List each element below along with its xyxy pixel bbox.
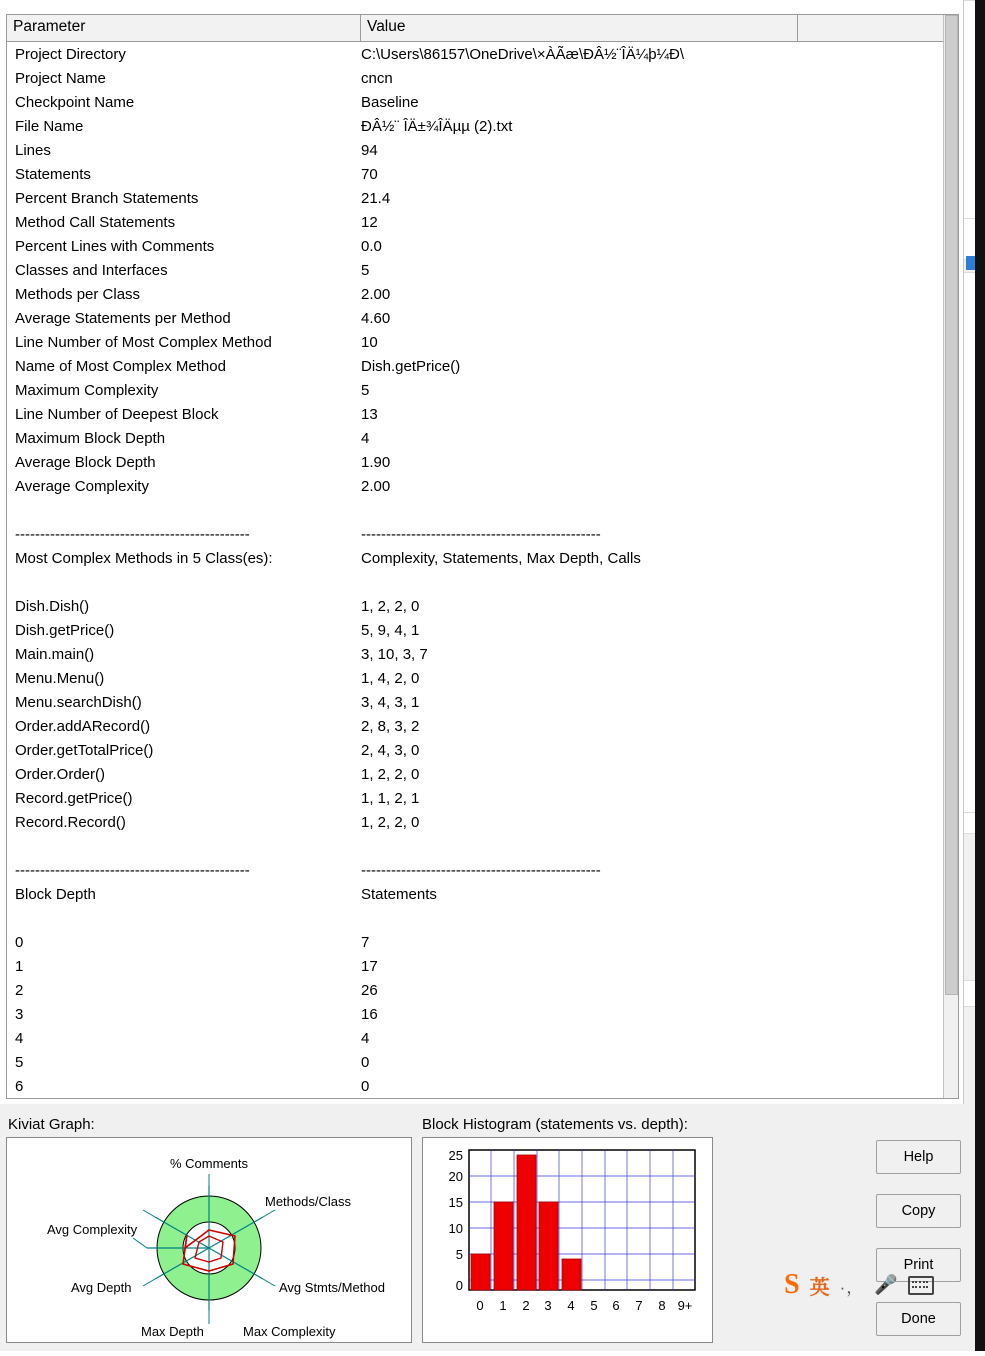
- column-header-value[interactable]: Value: [361, 15, 798, 41]
- cell-parameter: Order.getTotalPrice(): [15, 742, 154, 759]
- table-row[interactable]: [7, 835, 943, 859]
- cell-value: Baseline: [361, 94, 419, 111]
- kiviat-label-methods-class: Methods/Class: [265, 1194, 351, 1209]
- table-row[interactable]: [7, 331, 943, 355]
- block-histogram: [422, 1137, 713, 1343]
- cell-parameter: Maximum Complexity: [15, 382, 159, 399]
- cell-parameter: [7, 499, 361, 523]
- cell-parameter: Dish.Dish(): [15, 598, 90, 615]
- sogou-logo-icon: S: [784, 1269, 800, 1300]
- table-row[interactable]: [7, 1003, 943, 1027]
- table-row[interactable]: [7, 811, 943, 835]
- table-row[interactable]: [7, 211, 943, 235]
- cell-value: 17: [361, 958, 378, 975]
- hist-xtick-5: 5: [590, 1298, 598, 1313]
- table-row[interactable]: [7, 883, 943, 907]
- keyboard-icon[interactable]: [908, 1276, 934, 1295]
- copy-button[interactable]: Copy: [876, 1194, 961, 1228]
- cell-parameter: Checkpoint Name: [15, 94, 135, 111]
- cell-value: 0.0: [361, 238, 382, 255]
- cell-parameter: Average Block Depth: [15, 454, 156, 471]
- cell-value: [361, 835, 936, 859]
- table-row[interactable]: [7, 547, 943, 571]
- table-row[interactable]: [7, 1075, 943, 1099]
- cell-value: 2.00: [361, 478, 391, 495]
- table-row[interactable]: [7, 187, 943, 211]
- hist-ytick-5: 5: [455, 1247, 463, 1262]
- cell-value: 10: [361, 334, 378, 351]
- table-row[interactable]: [7, 427, 943, 451]
- table-row[interactable]: [7, 691, 943, 715]
- hist-xtick-9plus: 9+: [677, 1298, 693, 1313]
- table-row[interactable]: [7, 859, 943, 883]
- cell-parameter: Block Depth: [15, 886, 96, 903]
- cell-parameter: Classes and Interfaces: [15, 262, 168, 279]
- cell-value: 2.00: [361, 286, 391, 303]
- table-row[interactable]: [7, 715, 943, 739]
- ime-punctuation-icon[interactable]: ·，: [839, 1277, 865, 1297]
- hist-ytick-10: 10: [448, 1221, 463, 1236]
- cell-value: 5, 9, 4, 1: [361, 622, 420, 639]
- cell-parameter: Percent Lines with Comments: [15, 238, 215, 255]
- cell-parameter: 1: [15, 958, 24, 975]
- hist-xtick-7: 7: [635, 1298, 643, 1313]
- kiviat-label-max-depth: Max Depth: [141, 1324, 204, 1339]
- cell-value: 16: [361, 1006, 378, 1023]
- cell-value: 1, 2, 2, 0: [361, 814, 420, 831]
- hist-xtick-4: 4: [567, 1298, 575, 1313]
- table-row[interactable]: [7, 235, 943, 259]
- cell-value: 1, 2, 2, 0: [361, 766, 420, 783]
- cell-parameter: [7, 835, 361, 859]
- cell-value: Statements: [361, 886, 437, 903]
- hist-xtick-2: 2: [522, 1298, 530, 1313]
- table-row[interactable]: [7, 907, 943, 931]
- hist-xtick-8: 8: [658, 1298, 666, 1313]
- kiviat-label-comments: % Comments: [169, 1156, 249, 1171]
- cell-value: 0: [361, 1054, 370, 1071]
- cell-value: ------------------------------------------------: [361, 526, 601, 543]
- cell-value: 1, 2, 2, 0: [361, 598, 420, 615]
- cell-value: cncn: [361, 70, 393, 87]
- hist-ytick-0: 0: [455, 1278, 463, 1293]
- cell-value: ÐÂ½¨ ÎÄ±¾ÎÄµµ (2).txt: [361, 118, 513, 135]
- cell-parameter: -----------------------------------------------: [15, 526, 250, 543]
- hist-xtick-6: 6: [612, 1298, 620, 1313]
- kiviat-label-avg-depth: Avg Depth: [71, 1280, 132, 1295]
- cell-parameter: Methods per Class: [15, 286, 141, 303]
- cell-parameter: Record.getPrice(): [15, 790, 133, 807]
- cell-value: 0: [361, 1078, 370, 1095]
- histogram-svg: [423, 1138, 712, 1342]
- cell-parameter: Lines: [15, 142, 51, 159]
- table-row[interactable]: [7, 355, 943, 379]
- table-row[interactable]: [7, 619, 943, 643]
- cell-parameter: 4: [15, 1030, 24, 1047]
- cell-parameter: Most Complex Methods in 5 Class(es):: [15, 550, 273, 567]
- cell-value: 12: [361, 214, 378, 231]
- cell-value: 2, 8, 3, 2: [361, 718, 420, 735]
- kiviat-graph-label: Kiviat Graph:: [8, 1116, 95, 1133]
- table-row[interactable]: [7, 667, 943, 691]
- cell-value: 21.4: [361, 190, 391, 207]
- cell-parameter: Line Number of Deepest Block: [15, 406, 219, 423]
- hist-xtick-1: 1: [499, 1298, 507, 1313]
- cell-value: 4: [361, 430, 370, 447]
- table-row[interactable]: [7, 403, 943, 427]
- print-button[interactable]: Print: [876, 1248, 961, 1282]
- table-row[interactable]: [7, 643, 943, 667]
- cell-parameter: Project Name: [15, 70, 106, 87]
- cell-value: 4.60: [361, 310, 391, 327]
- cell-value: ------------------------------------------------: [361, 862, 601, 879]
- cell-parameter: Dish.getPrice(): [15, 622, 115, 639]
- column-header-parameter[interactable]: Parameter: [7, 15, 361, 41]
- cell-value: 5: [361, 382, 370, 399]
- table-row[interactable]: [7, 67, 943, 91]
- cell-value: 70: [361, 166, 378, 183]
- cell-parameter: Line Number of Most Complex Method: [15, 334, 272, 351]
- kiviat-svg: [7, 1138, 411, 1342]
- table-row[interactable]: [7, 451, 943, 475]
- cell-parameter: Order.addARecord(): [15, 718, 151, 735]
- hist-ytick-20: 20: [448, 1169, 463, 1184]
- table-body: [7, 43, 943, 1099]
- cell-parameter: Record.Record(): [15, 814, 126, 831]
- cell-value: 5: [361, 262, 370, 279]
- table-row[interactable]: [7, 523, 943, 547]
- cell-parameter: Menu.Menu(): [15, 670, 105, 687]
- cell-parameter: Name of Most Complex Method: [15, 358, 226, 375]
- kiviat-label-max-complexity: Max Complexity: [243, 1324, 336, 1339]
- table-row[interactable]: [7, 739, 943, 763]
- table-row[interactable]: [7, 1051, 943, 1075]
- microphone-icon[interactable]: 🎤: [874, 1275, 898, 1296]
- done-button[interactable]: Done: [876, 1302, 961, 1336]
- table-vertical-scrollbar[interactable]: [943, 15, 958, 1098]
- cell-value: 3, 4, 3, 1: [361, 694, 420, 711]
- screen-edge: [975, 0, 985, 1351]
- ime-toolbar[interactable]: [784, 1265, 974, 1305]
- hist-xtick-0: 0: [476, 1298, 484, 1313]
- cell-value: Dish.getPrice(): [361, 358, 461, 375]
- table-row[interactable]: [7, 475, 943, 499]
- cell-value: Complexity, Statements, Max Depth, Calls: [361, 550, 641, 567]
- table-row[interactable]: [7, 283, 943, 307]
- table-row[interactable]: [7, 595, 943, 619]
- table-row[interactable]: [7, 979, 943, 1003]
- table-row[interactable]: [7, 571, 943, 595]
- cell-parameter: 6: [15, 1078, 24, 1095]
- cell-parameter: Method Call Statements: [15, 214, 176, 231]
- cell-parameter: Menu.searchDish(): [15, 694, 142, 711]
- cell-value: [361, 907, 936, 931]
- cell-parameter: -----------------------------------------------: [15, 862, 250, 879]
- cell-parameter: File Name: [15, 118, 84, 135]
- table-row[interactable]: [7, 499, 943, 523]
- table-row[interactable]: [7, 139, 943, 163]
- hist-ytick-25: 25: [448, 1148, 463, 1163]
- cell-value: 26: [361, 982, 378, 999]
- table-header: [7, 15, 958, 42]
- kiviat-label-avg-complexity: Avg Complexity: [47, 1222, 138, 1237]
- table-row[interactable]: [7, 787, 943, 811]
- button-column: [876, 1140, 961, 1356]
- cell-parameter: Statements: [15, 166, 91, 183]
- cell-parameter: Main.main(): [15, 646, 95, 663]
- table-row[interactable]: [7, 763, 943, 787]
- cell-parameter: Maximum Block Depth: [15, 430, 166, 447]
- column-header-filler: [798, 15, 958, 41]
- help-button[interactable]: Help: [876, 1140, 961, 1174]
- cell-value: 7: [361, 934, 370, 951]
- table-row[interactable]: [7, 43, 943, 67]
- table-row[interactable]: [7, 955, 943, 979]
- hist-ytick-15: 15: [448, 1195, 463, 1210]
- kiviat-graph: [6, 1137, 412, 1343]
- block-histogram-label: Block Histogram (statements vs. depth):: [422, 1116, 688, 1133]
- ime-mode-label[interactable]: 英: [809, 1276, 830, 1299]
- hist-xtick-3: 3: [544, 1298, 552, 1313]
- kiviat-label-avg-stmts-method: Avg Stmts/Method: [279, 1280, 385, 1295]
- table-row[interactable]: [7, 115, 943, 139]
- cell-value: C:\Users\86157\OneDrive\×ÀÃæ\ÐÂ½¨ÎÄ¼þ¼Ð\: [361, 46, 685, 63]
- table-row[interactable]: [7, 163, 943, 187]
- cell-parameter: Percent Branch Statements: [15, 190, 199, 207]
- cell-value: 1, 1, 2, 1: [361, 790, 420, 807]
- cell-value: 2, 4, 3, 0: [361, 742, 420, 759]
- cell-parameter: 0: [15, 934, 24, 951]
- cell-parameter: Average Complexity: [15, 478, 149, 495]
- cell-value: [361, 499, 936, 523]
- table-row[interactable]: [7, 931, 943, 955]
- table-row[interactable]: [7, 259, 943, 283]
- cell-parameter: Order.Order(): [15, 766, 106, 783]
- table-row[interactable]: [7, 307, 943, 331]
- cell-value: 94: [361, 142, 378, 159]
- table-row[interactable]: [7, 379, 943, 403]
- metrics-table-panel: [6, 14, 959, 1099]
- cell-parameter: [7, 907, 361, 931]
- cell-value: [361, 571, 936, 595]
- bottom-panel: [0, 1104, 975, 1351]
- cell-parameter: 2: [15, 982, 24, 999]
- cell-value: 1, 4, 2, 0: [361, 670, 420, 687]
- cell-value: 13: [361, 406, 378, 423]
- cell-parameter: 5: [15, 1054, 24, 1071]
- table-row[interactable]: [7, 1027, 943, 1051]
- scrollbar-thumb[interactable]: [945, 15, 958, 995]
- cell-value: 4: [361, 1030, 370, 1047]
- cell-parameter: [7, 571, 361, 595]
- table-row[interactable]: [7, 91, 943, 115]
- cell-parameter: Average Statements per Method: [15, 310, 231, 327]
- cell-parameter: Project Directory: [15, 46, 126, 63]
- cell-value: 3, 10, 3, 7: [361, 646, 428, 663]
- cell-parameter: 3: [15, 1006, 24, 1023]
- cell-value: 1.90: [361, 454, 391, 471]
